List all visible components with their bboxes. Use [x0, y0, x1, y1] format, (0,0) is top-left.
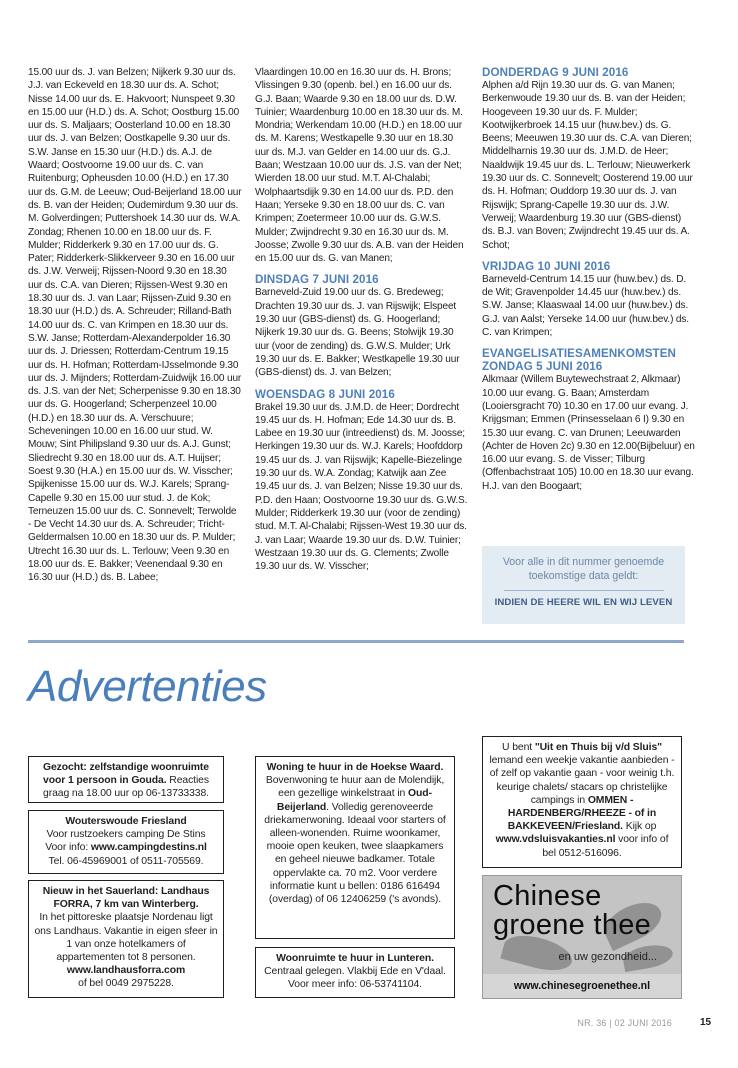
section-text-donderdag: Alphen a/d Rijn 19.30 uur ds. G. van Manen; Berkenwoude 19.30 uur ds. B. van der Heiden; Hoogeveen 19.30 uur ds. F. Mulder; Kootwijkerbroek 14.15 uur (huw.bev.) ds. G. Beens; Meeuwen 19.30 uur ds. C.A. van Dieren; Middelharnis 19.30 uur ds. J.M.D. de Heer; Naaldwijk 19.45 uur ds. L. Terlouw; Nieuwerkerk 19.30 uur ds. C. Sonnevelt; Oosterend 19.00 uur ds. H. Hofman; Ouddorp 19.30 uur ds. J. van Rijswijk; Sprang-Capelle 19.30 uur ds. J.W. Verweij; Waardenburg 19.30 uur (GBS-dienst) ds. B.J. van Boven; Zwijndrecht 19.45 uur ds. A. Schot; — [482, 80, 693, 251]
ad-text: lemand een weekje vakantie aanbieden - of zelf op vakantie gaan - voor weinig t.h. keurige chalets/ stacars op christelijke campings in — [489, 755, 675, 806]
ad-text: Bovenwoning te huur aan de Molendijk, een gezellige winkelstraat in — [265, 775, 445, 800]
ad-title: Wouterswoude Friesland — [65, 816, 187, 827]
note-text: Voor alle in dit nummer genoemde toekomstige data geldt: — [502, 556, 665, 582]
tea-subtitle: en uw gezondheid... — [558, 951, 657, 963]
advertisements-heading: Advertenties — [28, 662, 267, 711]
future-dates-note — [482, 546, 685, 624]
section-title-dinsdag: DINSDAG 7 JUNI 2016 — [255, 273, 379, 287]
ad-text: voor info of bel 0512-516096. — [542, 834, 669, 859]
ad-text: Reacties graag na 18.00 uur op 06-13733338. — [43, 775, 209, 800]
ad-hoekse-waard — [255, 756, 455, 939]
column-1 — [28, 66, 242, 585]
ad-phone: Tel. 06-45969001 of 0511-705569. — [48, 855, 204, 867]
ad-text: Voor info: — [45, 842, 91, 854]
ad-url-link[interactable]: www.campingdestins.nl — [90, 842, 207, 854]
ad-sauerland — [28, 880, 224, 998]
ad-text: Centraal gelegen. Vlakbij Ede en V'daal. Voor meer info: 06-53741104. — [264, 966, 446, 991]
section-title-donderdag: DONDERDAG 9 JUNI 2016 — [482, 66, 629, 79]
ad-url-link[interactable]: www.landhausforra.com — [66, 965, 186, 977]
section-text-evangelisatie: Alkmaar (Willem Buytewechstraat 2, Alkmaar) 10.00 uur evang. G. Baan; Amsterdam (Looiersgracht 70) 10.30 en 17.00 uur evang. J. Krijgsman; Emmen (Prinsesselaan 6 I) 9.30 en 15.30 uur evang. C. van Drunen; Leeuwarden (Achter de Hoven 2c) 9.30 en 12.00(Bijbeluur) en 16.00 uur evang. S. de Visser; Tilburg (Offenbachstraat 105) 10.00 en 18.30 uur evang. H.J. van den Boogaart; — [482, 374, 695, 492]
section-divider — [28, 640, 684, 643]
ad-place: Oud-Beijerland — [276, 788, 432, 813]
ad-text: Voor rustzoekers camping De Stins — [46, 829, 206, 841]
ad-places: OMMEN - HARDENBERG/RHEEZE - of in BAKKEVEEN/Friesland. — [507, 794, 657, 833]
ad-vdsluis — [482, 736, 682, 868]
column-2 — [255, 66, 469, 573]
ad-wouterswoude — [28, 810, 224, 874]
section-title-vrijdag: VRIJDAG 10 JUNI 2016 — [482, 259, 611, 273]
ad-text: Kijk op — [622, 821, 657, 833]
ad-title: Nieuw in het Sauerland: Landhaus FORRA, 7 km van Winterberg. — [42, 886, 210, 911]
note-divider — [504, 590, 664, 591]
page-number: 15 — [700, 1017, 712, 1028]
ad-title: "Uit en Thuis bij v/d Sluis" — [534, 742, 662, 753]
ad-text: In het pittoreske plaatsje Nordenau ligt ons Landhaus. Vakantie in eigen sfeer in 1 van onze hotelkamers of appartementen tot 8 personen. — [34, 912, 218, 964]
ad-phone: of bel 0049 2975228. — [78, 978, 174, 990]
tea-url-link[interactable]: www.chinesegroenethee.nl — [483, 974, 681, 998]
ad-text: U bent — [502, 742, 535, 753]
ad-title: Woonruimte te huur in Lunteren. — [276, 953, 434, 964]
ad-gouda — [28, 756, 224, 803]
section-title-woensdag: WOENSDAG 8 JUNI 2016 — [255, 387, 395, 401]
section-text-dinsdag: Barneveld-Zuid 19.00 uur ds. G. Bredeweg; Drachten 19.30 uur ds. J. van Rijswijk; Elspeet 19.30 uur (GBS-dienst) ds. G. Hoogerland; Nijkerk 19.30 uur ds. G. Beens; Stolwijk 19.30 uur (voor de zending) ds. G.W.S. Mulder; Urk 19.30 uur ds. E. Bakker; Westkapelle 19.30 uur (GBS-dienst) ds. J. van Belzen; — [255, 287, 460, 379]
note-motto: INDIEN DE HEERE WIL EN WIJ LEVEN — [494, 597, 673, 608]
column-3 — [482, 66, 696, 493]
ad-title: Gezocht: zelfstandige woonruimte voor 1 persoon in Gouda. — [43, 762, 209, 787]
ad-chinese-green-tea — [482, 875, 682, 999]
ad-lunteren — [255, 947, 455, 998]
issue-footer: NR. 36 | 02 JUNI 2016 — [577, 1018, 672, 1028]
section-text-vrijdag: Barneveld-Centrum 14.15 uur (huw.bev.) ds. D. de Wit; Gravenpolder 14.45 uur (huw.bev.) ds. S.W. Janse; Klaaswaal 14.00 uur (huw.bev.) ds. G.J. van Aalst; Yerseke 14.00 uur (huw.bev.) ds. C. van Krimpen; — [482, 273, 689, 339]
ad-url-link[interactable]: www.vdsluisvakanties.nl — [495, 834, 616, 846]
ad-text: . Volledig gerenoveerde driekamerwoning. Ideaal voor starters of alleen-wonenden. Ruime woonkamer, mooie open keuken, twee slaapkamers en geheel nieuwe badkamer. Totale oppervlakte ca. 70 m2. Voor verdere informatie kunt u bellen: 0186 616494 (overdag) of 06 12406259 ('s avonds). — [264, 801, 446, 906]
church-services-text: Vlaardingen 10.00 en 16.30 uur ds. H. Brons; Vlissingen 9.30 (openb. bel.) en 16.00 uur ds. G.J. Baan; Waarde 9.30 en 18.00 uur ds. D.W. Tuinier; Waardenburg 10.00 en 18.30 uur ds. M. Mondria; Werkendam 10.00 (H.D.) en 18.00 uur ds. M. Karens; Westkapelle 9.30 uur en 18.30 uur ds. M.J. van Gelder en 14.00 uur ds. G.J. Baan; Westzaan 10.00 uur ds. J.S. van der Net; Wierden 18.00 uur stud. M.T. Al-Chalabi; Wolphaartsdijk 9.30 en 14.00 uur ds. P.D. den Haan; Yerseke 9.30 en 18.00 uur ds. C. van Krimpen; Zoetermeer 10.00 uur ds. G.W.S. Mulder; Zwijndrecht 9.30 en 16.30 uur ds. M. Joosse; Zwolle 9.30 uur ds. A.B. van der Heiden en 15.00 uur ds. G. van Manen; — [255, 67, 464, 265]
church-services-text: 15.00 uur ds. J. van Belzen; Nijkerk 9.30 uur ds. J.J. van Eckeveld en 18.30 uur ds. A. Schot; Nisse 14.00 uur ds. E. Hakvoort; Nunspeet 9.30 en 15.00 uur (H.D.) ds. A. Schot; Oostburg 15.00 uur ds. S. Maljaars; Oosterland 10.00 en 18.30 uur ds. J. van Belzen; Oostkapelle 9.30 uur ds. S.W. Janse en 15.30 uur (H.D.) ds. A.J. de Waard; Oostvoorne 19.00 uur ds. C. van Ruitenburg; Opheusden 10.00 (H.D.) en 17.30 uur ds. G.M. de Leeuw; Oud-Beijerland 18.00 uur ds. B. van der Heiden; Oudemirdum 9.30 uur ds. M. Golverdingen; Puttershoek 14.30 uur ds. W.A. Zondag; Rhenen 10.00 en 18.00 uur ds. F. Mulder; Ridderkerk 9.30 en 17.00 uur ds. G. Pater; Ridderkerk-Slikkerveer 9.30 en 16.00 uur ds. J.W. Verweij; Rijssen-Noord 9.30 en 18.30 uur ds. C.A. van Dieren; Rijssen-West 9.30 en 18.30 uur ds. J. van Laar; Rijssen-Zuid 9.30 en 18.30 uur (H.D.) ds. A. Schreuder; Rilland-Bath 14.00 uur ds. C. van Krimpen en 18.30 uur ds. S.W. Janse; Rotterdam-Alexanderpolder 16.30 uur ds. J. Driessen; Rotterdam-Centrum 19.15 uur ds. H. Hofman; Rotterdam-IJsselmonde 9.30 uur ds. J. Mijnders; Rotterdam-Zuidwijk 16.00 uur ds. J.S. van der Net; Scherpenisse 9.30 en 18.30 uur ds. G. Hoogerland; Scherpenzeel 10.00 (H.D.) en 18.30 uur ds. A. Verschuure; Scheveningen 10.00 en 16.00 uur stud. W. Mouw; Sint Philipsland 9.30 uur ds. A.J. Gunst; Sliedrecht 9.30 en 18.00 uur ds. A.T. Huijser; Soest 9.30 (H.A.) en 15.00 uur ds. W. Visscher; Spijkenisse 15.00 uur ds. W.J. Karels; Sprang-Capelle 9.30 en 15.00 uur stud. J. de Kok; Terneuzen 15.00 uur ds. C. Sonnevelt; Terwolde - De Vecht 14.30 uur ds. A. Schreuder; Tricht-Geldermalsen 10.00 en 18.30 uur ds. P. Mulder; Utrecht 16.30 uur ds. L. Terlouw; Veen 9.30 en 18.00 uur ds. E. Bakker; Veenendaal 9.30 en 16.30 uur (H.D.) ds. B. Labee; — [28, 67, 242, 584]
tea-title: Chinese groene thee — [493, 880, 652, 941]
section-text-woensdag: Brakel 19.30 uur ds. J.M.D. de Heer; Dordrecht 19.45 uur ds. H. Hofman; Ede 14.30 uur ds. B. Labee en 19.30 uur (intreedienst) ds. M. Joosse; Herkingen 19.30 uur ds. W.J. Karels; Hoofddorp 19.45 uur ds. J. van Rijswijk; Kapelle-Biezelinge 19.30 uur ds. W.A. Zondag; Katwijk aan Zee 19.45 uur ds. J. van Belzen; Nisse 19.30 uur ds. P.D. den Haan; Oostvoorne 19.30 uur ds. G.W.S. Mulder; Ridderkerk 19.30 uur (voor de zending) stud. M.T. Al-Chalabi; Rijssen-West 19.30 uur ds. J. van Laar; Waarde 19.30 uur ds. D.W. Tuinier; Westzaan 19.30 uur ds. G. Clements; Zwolle 19.30 uur ds. W. Visscher; — [255, 401, 468, 573]
section-title-evangelisatie: EVANGELISATIESAMENKOMSTEN ZONDAG 5 JUNI 2016 — [482, 347, 677, 374]
ad-title: Woning te huur in de Hoekse Waard. — [266, 762, 444, 773]
